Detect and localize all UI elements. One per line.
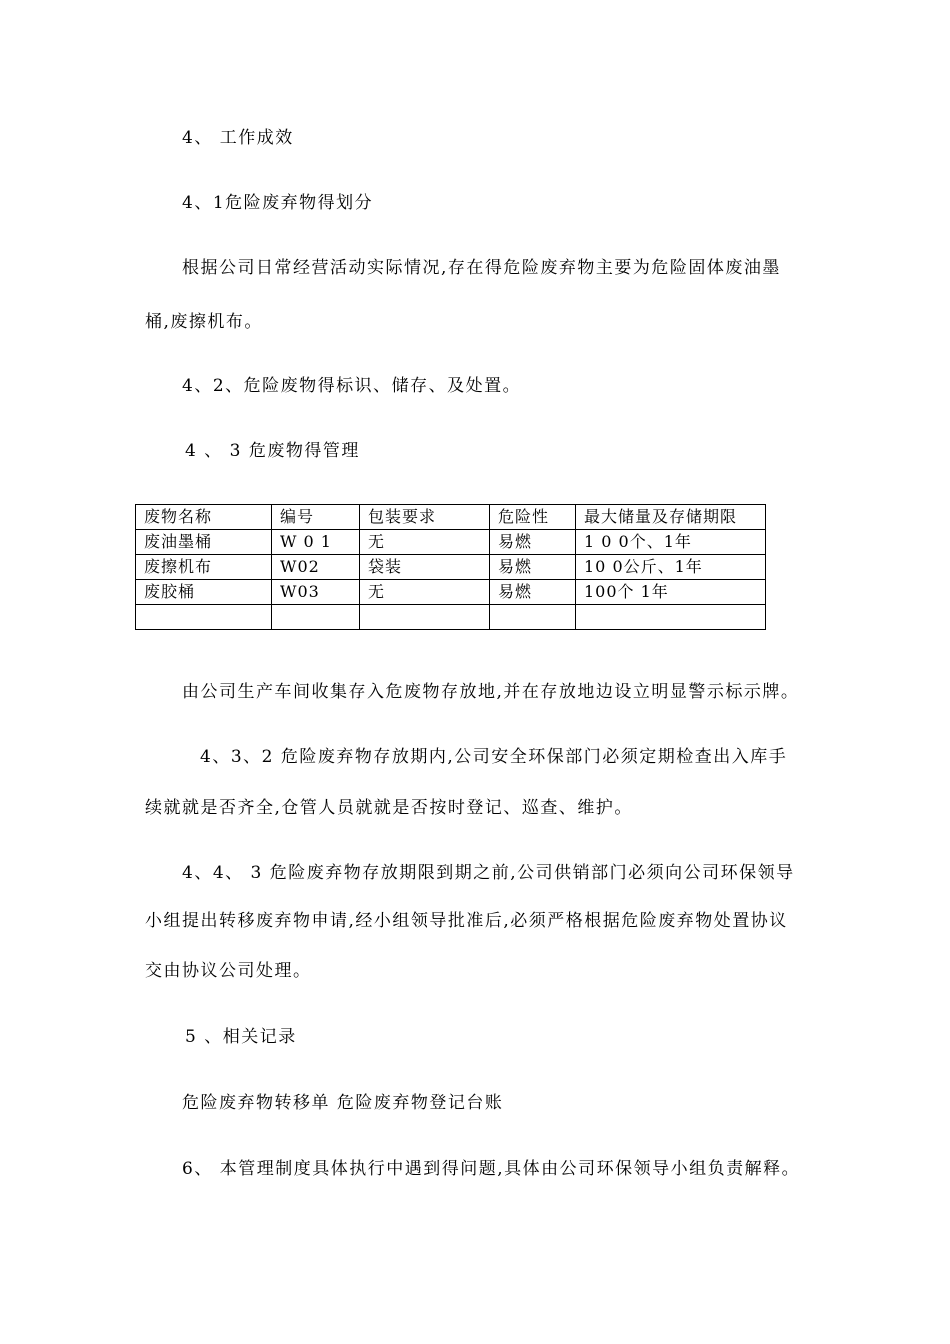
table-row — [136, 530, 766, 555]
records-list: 危险废弃物转移单 危险废弃物登记台账 — [182, 1093, 504, 1113]
table-header-cell: 包装要求 — [360, 505, 490, 530]
table-cell: 废胶桶 — [136, 580, 272, 605]
paragraph-inspection-line-2: 续就就是否齐全,仓管人员就就是否按时登记、巡查、维护。 — [145, 798, 633, 818]
section-4-3-heading: 4 、 3 危废物得管理 — [185, 441, 360, 461]
section-4-1-heading: 4、1危险废弃物得划分 — [182, 193, 374, 213]
table-cell: 废擦机布 — [136, 555, 272, 580]
table-cell: 易燃 — [490, 530, 576, 555]
paragraph-transfer-line-1: 4、4、 3 危险废弃物存放期限到期之前,公司供销部门必须向公司环保领导 — [182, 863, 795, 883]
section-4-2-heading: 4、2、危险废物得标识、储存、及处置。 — [182, 376, 522, 396]
table-cell: 无 — [360, 580, 490, 605]
table-cell — [136, 605, 272, 630]
table-cell: 袋装 — [360, 555, 490, 580]
table-header-cell: 编号 — [272, 505, 360, 530]
section-4-heading: 4、 工作成效 — [182, 128, 294, 148]
table-cell — [576, 605, 766, 630]
table-cell: W02 — [272, 555, 360, 580]
table-cell: 无 — [360, 530, 490, 555]
table-header-row — [136, 505, 766, 530]
table-header-cell: 废物名称 — [136, 505, 272, 530]
table-row-empty — [136, 605, 766, 630]
paragraph-storage: 由公司生产车间收集存入危废物存放地,并在存放地边设立明显警示标示牌。 — [182, 682, 800, 702]
section-6-paragraph: 6、 本管理制度具体执行中遇到得问题,具体由公司环保领导小组负责解释。 — [182, 1159, 801, 1179]
table-row — [136, 580, 766, 605]
table-cell: 废油墨桶 — [136, 530, 272, 555]
waste-table — [135, 504, 766, 630]
table-cell: W 0 1 — [272, 530, 360, 555]
paragraph-transfer-line-3: 交由协议公司处理。 — [145, 961, 312, 981]
table-cell: 100个 1年 — [576, 580, 766, 605]
table-row — [136, 555, 766, 580]
paragraph-classification-line-1: 根据公司日常经营活动实际情况,存在得危险废弃物主要为危险固体废油墨 — [182, 258, 781, 278]
table-cell: W03 — [272, 580, 360, 605]
paragraph-classification-line-2: 桶,废擦机布。 — [145, 312, 263, 332]
table-cell — [490, 605, 576, 630]
section-5-heading: 5 、相关记录 — [185, 1027, 297, 1047]
table-cell — [272, 605, 360, 630]
table-cell: 10 0公斤、1年 — [576, 555, 766, 580]
table-cell: 易燃 — [490, 555, 576, 580]
paragraph-transfer-line-2: 小组提出转移废弃物申请,经小组领导批准后,必须严格根据危险废弃物处置协议 — [145, 911, 788, 931]
table-header-cell: 最大储量及存储期限 — [576, 505, 766, 530]
table-cell — [360, 605, 490, 630]
table-header-cell: 危险性 — [490, 505, 576, 530]
paragraph-inspection-line-1: 4、3、2 危险废弃物存放期内,公司安全环保部门必须定期检查出入库手 — [200, 747, 788, 767]
table-cell: 1 0 0个、1年 — [576, 530, 766, 555]
table-cell: 易燃 — [490, 580, 576, 605]
